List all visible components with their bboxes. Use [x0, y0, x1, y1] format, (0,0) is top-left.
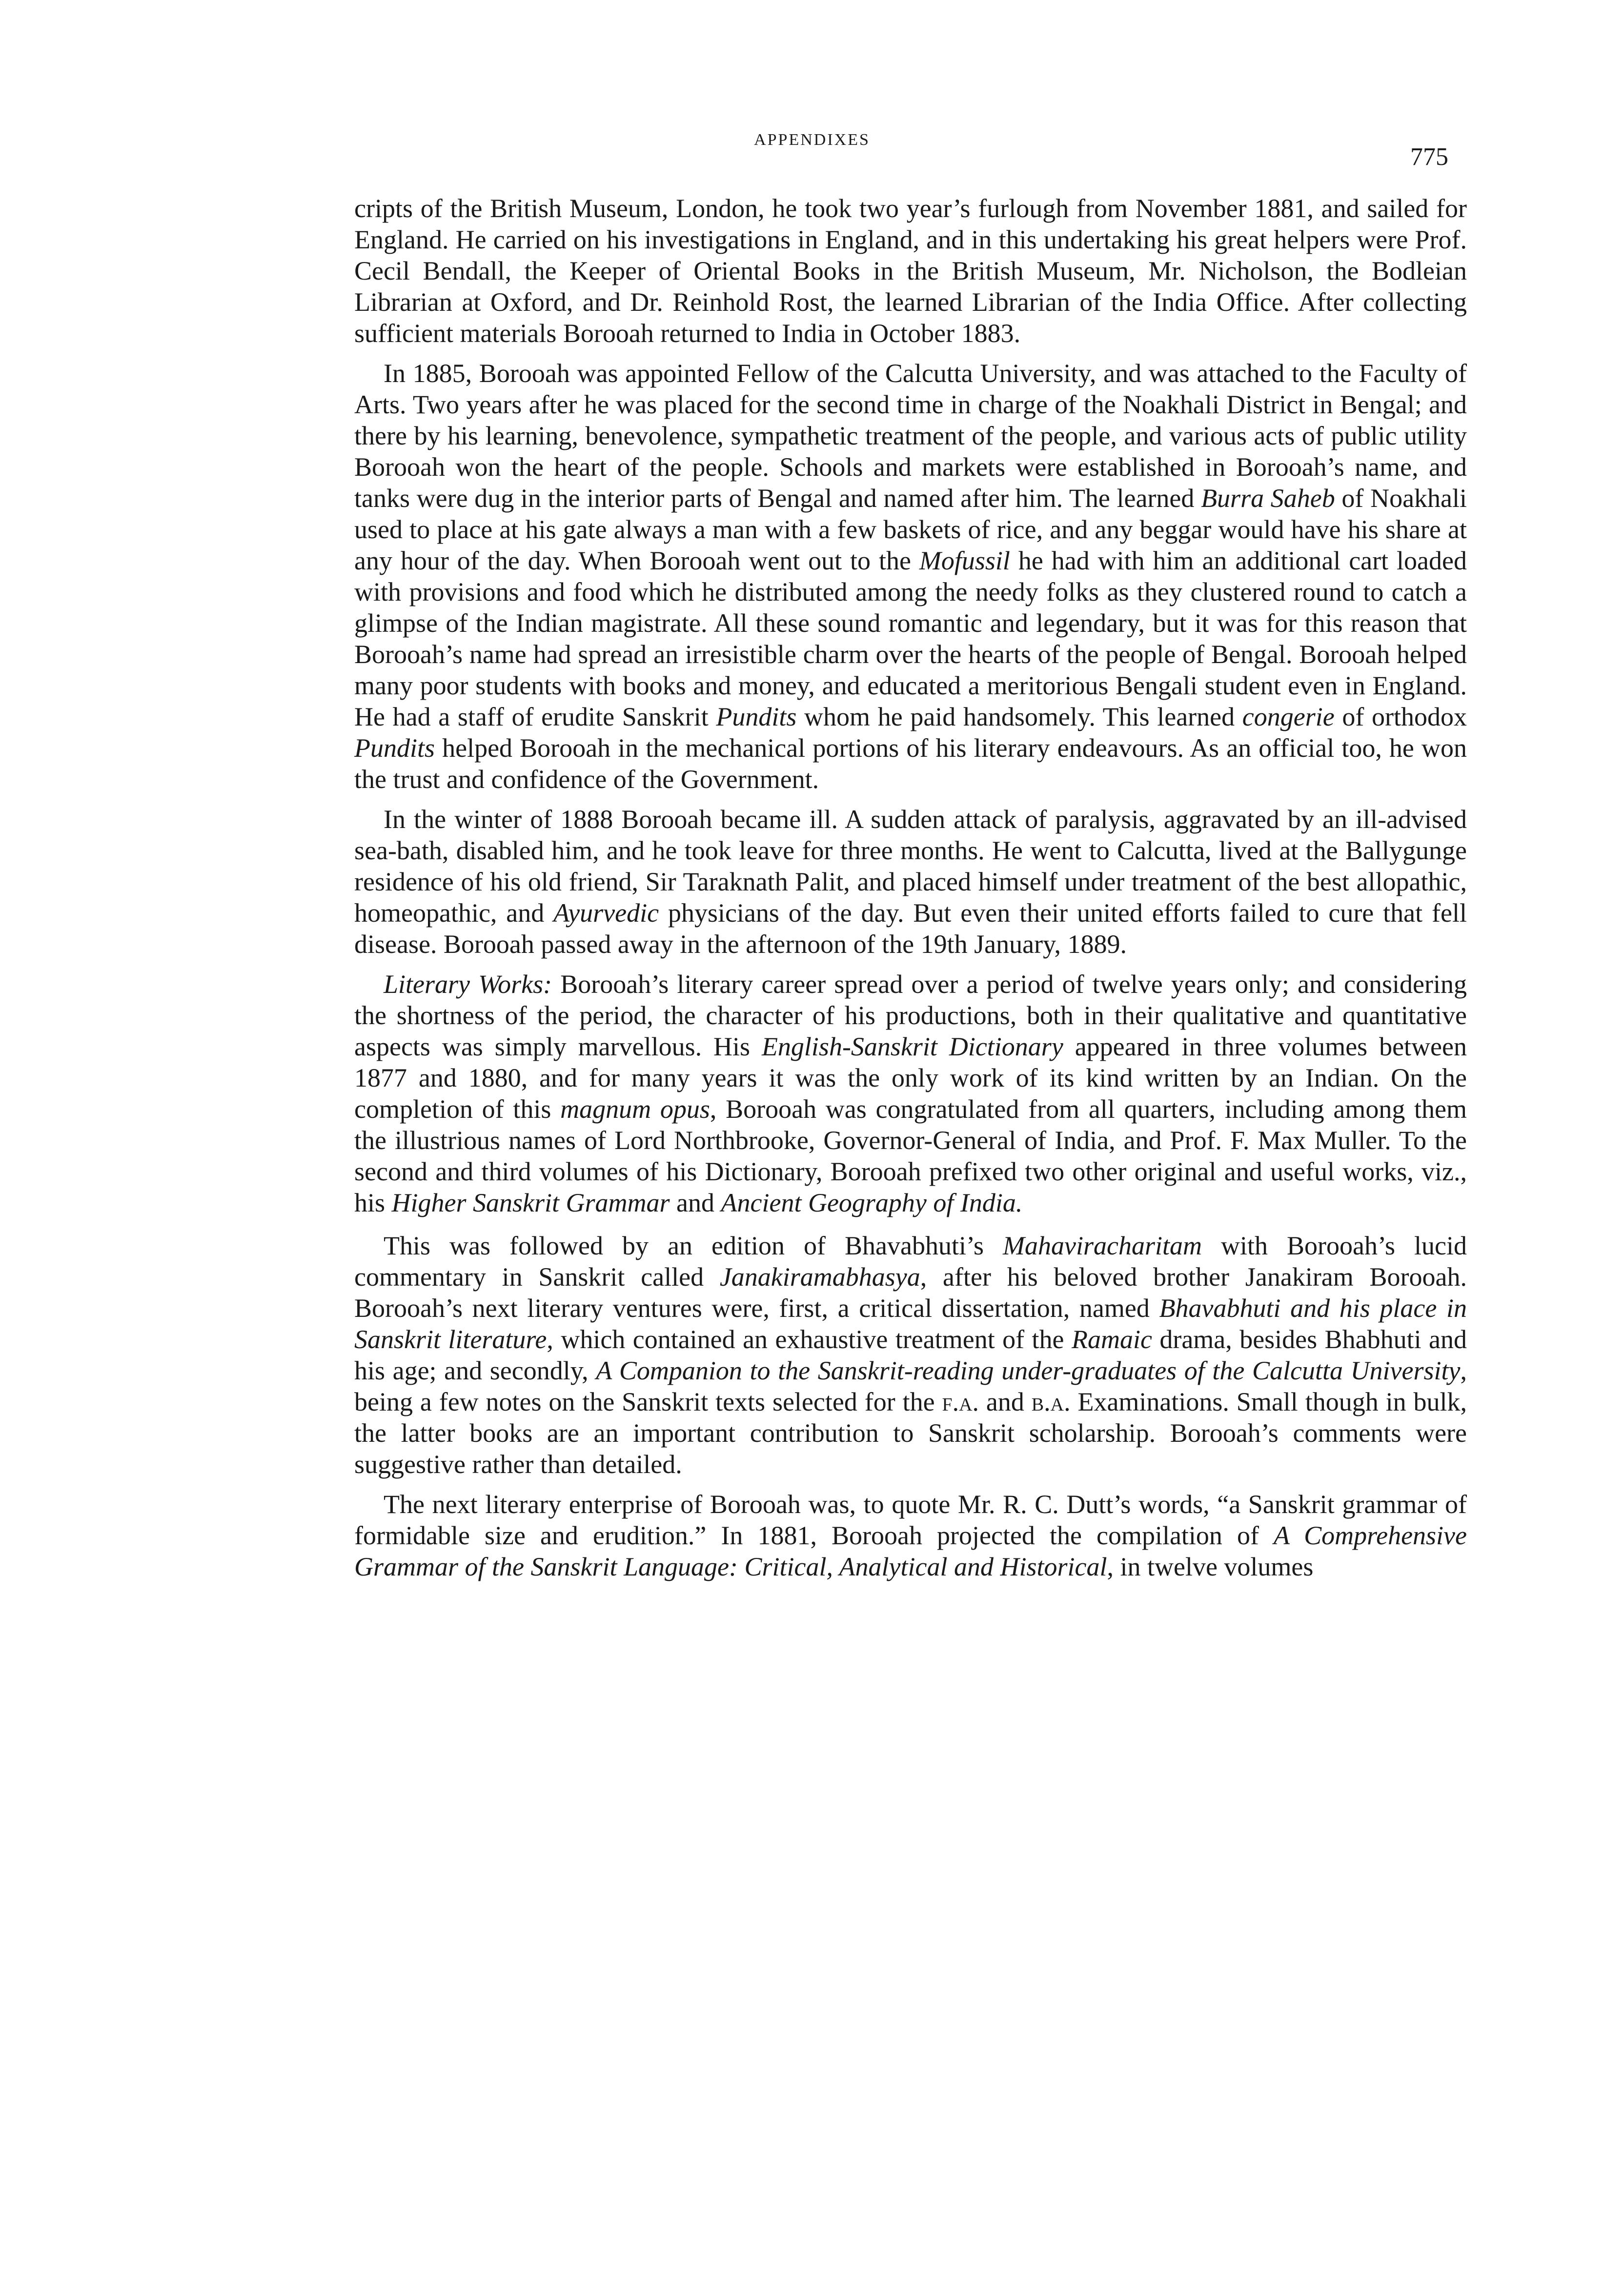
- italic-run: Burra Saheb: [1201, 484, 1335, 513]
- text-run: whom he paid handsomely. This learned: [796, 702, 1242, 731]
- text-run: , Borooah was congratulated from all quarters, including among them the illustrious names of Lord Northbrooke, Governor-General of India, and Prof. F. Max Muller. To the second and third volumes of his Dictionary, Borooah prefixed two other original and useful works, viz., his: [354, 1094, 1467, 1217]
- paragraph-2: [354, 358, 1467, 795]
- text-run: drama, besides Bhabhuti and his age; and secondly,: [354, 1325, 1467, 1385]
- italic-run: Janakiramabhasya: [719, 1262, 920, 1292]
- paragraph-6: [354, 1489, 1467, 1582]
- italic-run: Pundits: [716, 702, 797, 731]
- text-run: The next literary enterprise of Borooah was, to quote Mr. R. C. Dutt’s words, “a Sanskrit grammar of formidable size and erudition.” In 1881, Borooah projected the compilation of: [354, 1490, 1467, 1550]
- page-number: 775: [1410, 143, 1448, 171]
- text-run: , after his beloved brother Janakiram Borooah. Borooah’s next literary ventures were, first, a critical dissertation, named: [354, 1262, 1467, 1323]
- running-head: APPENDIXES: [754, 131, 870, 149]
- text-run: of orthodox: [1334, 702, 1467, 731]
- italic-run: Ayurvedic: [553, 898, 659, 928]
- text-run: physicians of the day. But even their united efforts failed to cure that fell disease. Borooah passed away in the afternoon of the 19th January, 1889.: [354, 898, 1467, 959]
- text-run: and: [979, 1387, 1032, 1416]
- italic-run: A Companion to the Sanskrit-reading under-graduates of the Calcutta University: [596, 1356, 1461, 1385]
- paragraph-5: [354, 1230, 1467, 1480]
- body-text: [354, 193, 1467, 1591]
- text-run: Examinations. Small though in bulk, the latter books are an important contribution to Sanskrit scholarship. Borooah’s comments were suggestive rather than detailed.: [354, 1387, 1467, 1479]
- italic-run: A Comprehensive Grammar of the Sanskrit Language: Critical, Analytical and Historical: [354, 1521, 1467, 1581]
- text-run: This was followed by an edition of Bhavabhuti’s: [384, 1231, 1003, 1260]
- italic-run: English-Sanskrit Dictionary: [761, 1032, 1063, 1061]
- text-run: In the winter of 1888 Borooah became ill. A sudden attack of paralysis, aggravated by an ill-advised sea-bath, disabled him, and he took leave for three months. He went to Calcutta, lived at the Ballygunge residence of his old friend, Sir Taraknath Palit, and placed himself under treatment of the best allopathic, homeopathic, and: [354, 805, 1467, 928]
- text-run: and: [670, 1188, 721, 1217]
- text-run: Borooah’s literary career spread over a period of twelve years only; and considering the shortness of the period, the character of his productions, both in their qualitative and quantitative aspects was simply marvellous. His: [354, 969, 1467, 1061]
- italic-run: Higher Sanskrit Grammar: [391, 1188, 670, 1217]
- text-run: with Borooah’s lucid commentary in Sanskrit called: [354, 1231, 1467, 1292]
- italic-run: Pundits: [354, 733, 435, 763]
- text-run: cripts of the British Museum, London, he took two year’s furlough from November 1881, and sailed for England. He carried on his investigations in England, and in this undertaking his great helpers were Prof. Cecil Bendall, the Keeper of Oriental Books in the British Museum, Mr. Nicholson, the Bodleian Librarian at Oxford, and Dr. Reinhold Rost, the learned Librarian of the India Office. After collecting sufficient materials Borooah returned to India in October 1883.: [354, 194, 1467, 348]
- text-run: In 1885, Borooah was appointed Fellow of the Calcutta University, and was attached to the Faculty of Arts. Two years after he was placed for the second time in charge of the Noakhali District in Bengal; and there by his learning, benevolence, sympathetic treatment of the people, and various acts of public utility Borooah won the heart of the people. Schools and markets were established in Borooah’s name, and tanks were dug in the interior parts of Bengal and named after him. The learned: [354, 359, 1467, 513]
- italic-run: magnum opus: [560, 1094, 710, 1124]
- italic-run: congerie: [1242, 702, 1335, 731]
- paragraph-4: [354, 969, 1467, 1218]
- text-run: , which contained an exhaustive treatment of the: [547, 1325, 1072, 1354]
- italic-run: Ancient Geography of India.: [721, 1188, 1023, 1217]
- italic-run: Literary Works:: [384, 969, 552, 999]
- paragraph-1: [354, 193, 1467, 349]
- text-run: helped Borooah in the mechanical portions of his literary endeavours. As an official too, he won the trust and confidence of the Government.: [354, 733, 1467, 794]
- text-run: appeared in three volumes between 1877 and 1880, and for many years it was the only work of its kind written by an Indian. On the completion of this: [354, 1032, 1467, 1124]
- text-run: of Noakhali used to place at his gate always a man with a few baskets of rice, and any beggar would have his share at any hour of the day. When Borooah went out to the: [354, 484, 1467, 575]
- italic-run: Mofussil: [919, 546, 1010, 575]
- italic-run: Mahaviracharitam: [1003, 1231, 1202, 1260]
- paragraph-3: [354, 804, 1467, 960]
- small-caps-run: f.a.: [942, 1387, 979, 1416]
- text-run: he had with him an additional cart loaded with provisions and food which he distributed among the needy folks as they clustered round to catch a glimpse of the Indian magistrate. All these sound romantic and legendary, but it was for this reason that Borooah’s name had spread an irresistible charm over the hearts of the people of Bengal. Borooah helped many poor students with books and money, and educated a meritorious Bengali student even in England. He had a staff of erudite Sanskrit: [354, 546, 1467, 731]
- italic-run: Bhavabhuti and his place in Sanskrit literature: [354, 1293, 1467, 1354]
- text-run: , in twelve volumes: [1107, 1552, 1314, 1581]
- small-caps-run: b.a.: [1031, 1387, 1071, 1416]
- italic-run: Ramaic: [1071, 1325, 1152, 1354]
- text-run: , being a few notes on the Sanskrit texts selected for the: [354, 1356, 1467, 1416]
